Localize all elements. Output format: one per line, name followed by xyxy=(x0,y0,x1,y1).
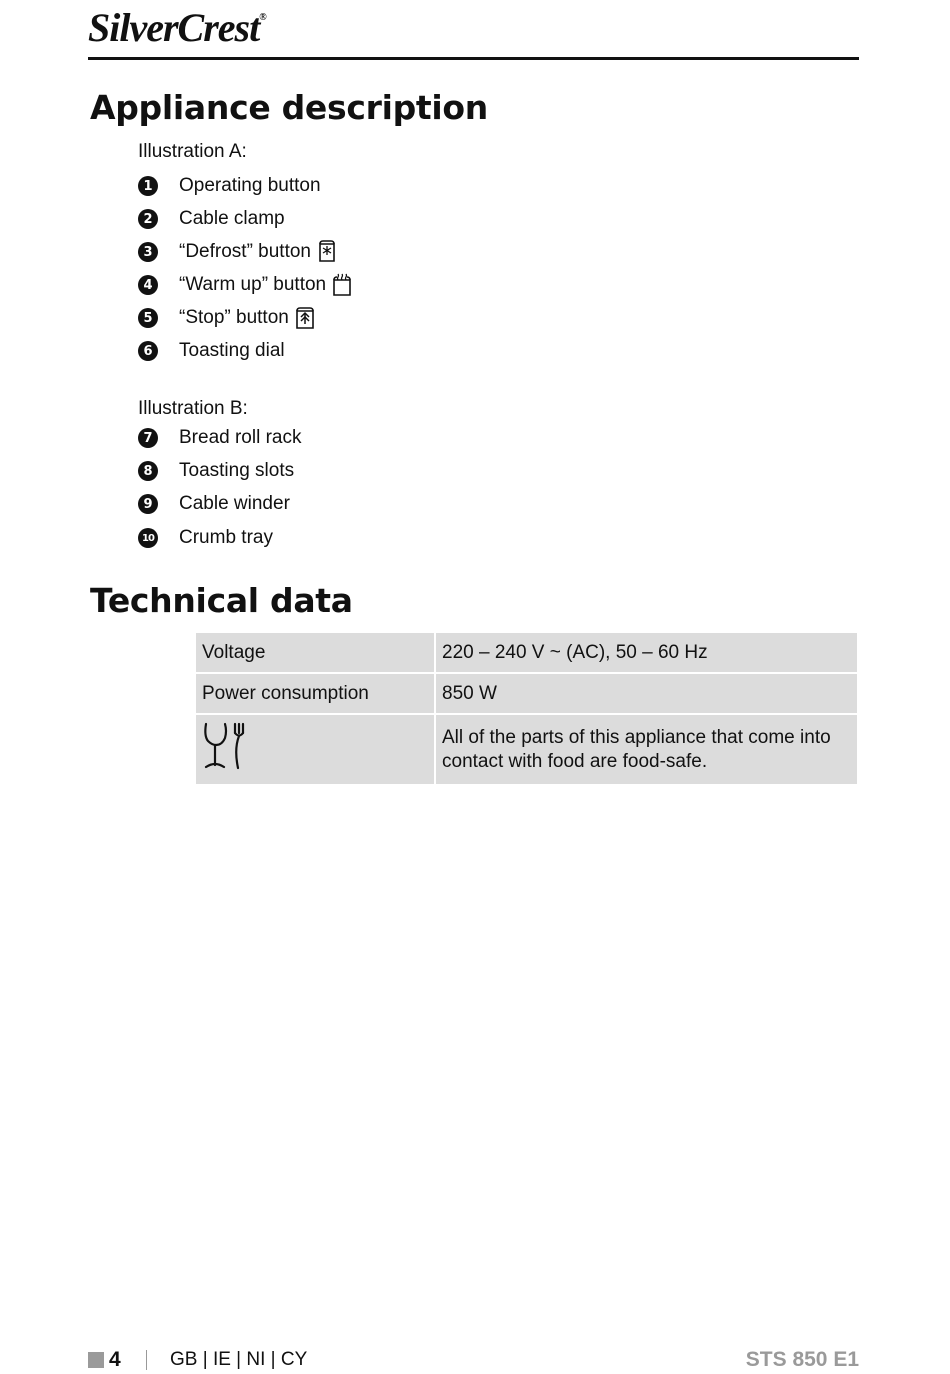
item-number: 7 xyxy=(138,428,158,448)
item-number: 2 xyxy=(138,209,158,229)
item-number: 4 xyxy=(138,275,158,295)
item-label-wrap xyxy=(179,306,316,330)
table-row xyxy=(195,673,858,714)
illustration-b-label: Illustration B: xyxy=(138,398,248,419)
table-cell-value: 220 – 240 V ~ (AC), 50 – 60 Hz xyxy=(435,632,858,673)
footer-separator xyxy=(146,1350,147,1370)
item-label: “Defrost” button xyxy=(179,241,311,262)
list-item xyxy=(138,525,273,551)
item-label: Cable winder xyxy=(179,493,290,514)
table-row xyxy=(195,714,858,785)
item-label: Toasting slots xyxy=(179,460,295,481)
logo-text: SilverCrest xyxy=(88,5,260,50)
illustration-a-label: Illustration A: xyxy=(138,141,247,162)
item-label: Cable clamp xyxy=(179,208,285,229)
footer-languages: GB | IE | NI | CY xyxy=(170,1349,308,1370)
defrost-icon xyxy=(316,240,338,264)
table-cell-value: All of the parts of this appliance that come into contact with food are food-safe. xyxy=(435,714,858,785)
list-item xyxy=(138,458,295,484)
section-title-appliance-description: Appliance description xyxy=(90,88,488,127)
item-number: 10 xyxy=(138,528,158,548)
registered-mark: ® xyxy=(259,12,266,23)
list-item xyxy=(138,491,290,517)
page-number: 4 xyxy=(109,1348,121,1371)
item-number: 8 xyxy=(138,461,158,481)
table-cell-key: Power consumption xyxy=(195,673,435,714)
warm-up-icon xyxy=(331,273,353,297)
stop-icon xyxy=(294,306,316,330)
header-rule xyxy=(88,57,859,60)
list-item xyxy=(138,173,321,199)
page-marker-square xyxy=(88,1352,104,1368)
table-cell-key-icon xyxy=(195,714,435,785)
food-safe-icon xyxy=(202,721,248,771)
list-item xyxy=(138,338,285,364)
table-row xyxy=(195,632,858,673)
item-number: 6 xyxy=(138,341,158,361)
brand-logo xyxy=(88,4,266,51)
technical-data-table xyxy=(194,631,859,786)
list-item xyxy=(138,425,302,451)
list-item xyxy=(138,272,327,298)
table-cell-value: 850 W xyxy=(435,673,858,714)
footer-model: STS 850 E1 xyxy=(745,1348,859,1371)
item-number: 3 xyxy=(138,242,158,262)
item-number: 5 xyxy=(138,308,158,328)
item-label: Crumb tray xyxy=(179,527,273,548)
list-item xyxy=(138,239,311,265)
item-label: Bread roll rack xyxy=(179,427,302,448)
section-title-technical-data: Technical data xyxy=(90,581,353,620)
page-footer xyxy=(88,1348,859,1374)
item-label: Operating button xyxy=(179,175,321,196)
item-label: Toasting dial xyxy=(179,340,285,361)
list-item xyxy=(138,206,285,232)
item-number: 9 xyxy=(138,494,158,514)
item-label: “Stop” button xyxy=(179,307,289,328)
item-number: 1 xyxy=(138,176,158,196)
item-label-wrap xyxy=(179,240,338,264)
list-item xyxy=(138,305,289,331)
item-label-wrap xyxy=(179,273,353,297)
item-label: “Warm up” button xyxy=(179,274,327,295)
table-cell-key: Voltage xyxy=(195,632,435,673)
